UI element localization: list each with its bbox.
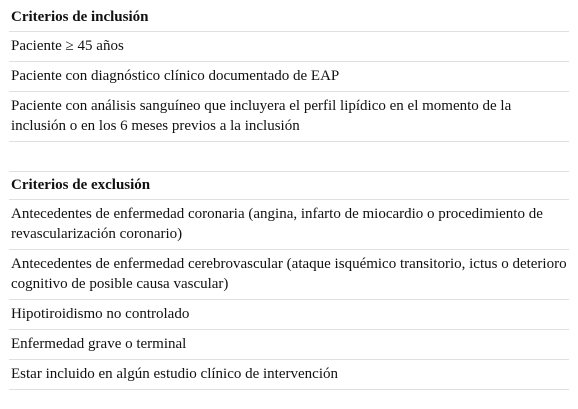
exclusion-heading: Criterios de exclusión: [9, 172, 569, 200]
exclusion-item: Antecedentes de enfermedad cerebrovascular (ataque isquémico transitorio, ictus o deterioro cognitivo de posible causa vascular): [9, 250, 569, 300]
exclusion-header-row: [9, 172, 569, 200]
exclusion-row: [9, 200, 569, 250]
empty-cell: [9, 142, 569, 172]
spacer-row: [9, 142, 569, 172]
inclusion-row: [9, 32, 569, 62]
exclusion-item: Hipotiroidismo no controlado: [9, 300, 569, 330]
exclusion-item: Estar incluido en algún estudio clínico de intervención: [9, 360, 569, 390]
exclusion-row: [9, 330, 569, 360]
exclusion-row: [9, 300, 569, 330]
exclusion-row: [9, 360, 569, 390]
inclusion-heading: Criterios de inclusión: [9, 4, 569, 32]
exclusion-row: [9, 250, 569, 300]
inclusion-item: Paciente con análisis sanguíneo que incluyera el perfil lipídico en el momento de la inclusión o en los 6 meses previos a la inclusión: [9, 92, 569, 142]
criteria-table: [9, 4, 569, 390]
inclusion-header-row: [9, 4, 569, 32]
exclusion-item: Enfermedad grave o terminal: [9, 330, 569, 360]
exclusion-item: Antecedentes de enfermedad coronaria (angina, infarto de miocardio o procedimiento de revascularización coronario): [9, 200, 569, 250]
inclusion-row: [9, 92, 569, 142]
inclusion-item: Paciente con diagnóstico clínico documentado de EAP: [9, 62, 569, 92]
inclusion-row: [9, 62, 569, 92]
inclusion-item: Paciente ≥ 45 años: [9, 32, 569, 62]
